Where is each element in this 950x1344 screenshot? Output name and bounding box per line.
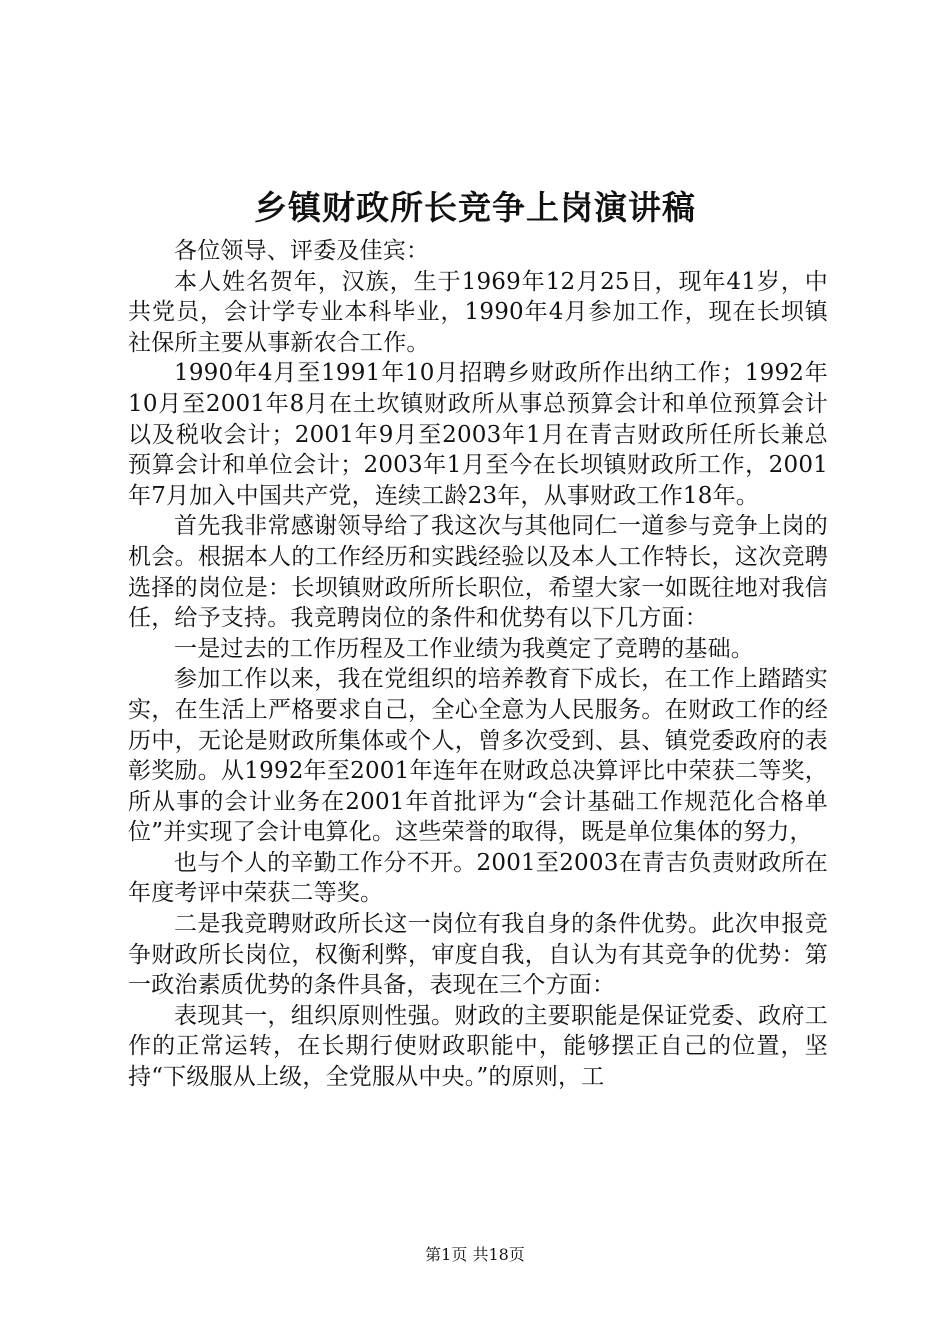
paragraph-point-two: 二是我竞聘财政所长这一岗位有我自身的条件优势。此次申报竞争财政所长岗位，权衡利弊，审度自我，自认为有其竞争的优势：第一政治素质优势的条件具备，表现在三个方面：: [128, 911, 828, 999]
paragraph-work-history: 1990年4月至1991年10月招聘乡财政所作出纳工作；1992年10月至2001年8月在土坎镇财政所从事总预算会计和单位预算会计以及税收会计；2001年9月至2003年1月在青吉财政所任所长兼总预算会计和单位会计；2003年1月至今在长坝镇财政所工作，2001年7月加入中国共产党，连续工龄23年，从事财政工作18年。: [128, 360, 828, 509]
paragraph-achievements-cont: 也与个人的辛勤工作分不开。2001至2003在青吉负责财政所在年度考评中荣获二等奖。: [128, 849, 828, 907]
paragraph-point-one: 一是过去的工作历程及工作业绩为我奠定了竞聘的基础。: [174, 635, 754, 662]
paragraph-self-intro: 本人姓名贺年，汉族，生于1969年12月25日，现年41岁，中共党员，会计学专业本科毕业，1990年4月参加工作，现在长坝镇社保所主要从事新农合工作。: [128, 268, 828, 356]
document-title: 乡镇财政所长竞争上岗演讲稿: [254, 188, 696, 227]
page-number-footer: 第1页 共18页: [425, 1245, 525, 1264]
paragraph-salutation: 各位领导、评委及佳宾：: [174, 238, 430, 264]
document-body: [128, 236, 828, 1093]
paragraph-achievements: 参加工作以来，我在党组织的培养教育下成长，在工作上踏踏实实，在生活上严格要求自己，全心全意为人民服务。在财政工作的经历中，无论是财政所集体或个人，曾多次受到、县、镇党委政府的表彰奖励。从1992年至2001年连年在财政总决算评比中荣获二等奖，所从事的会计业务在2001年首批评为“会计基础工作规范化合格单位”并实现了会计电算化。这些荣誉的取得，既是单位集体的努力，: [128, 666, 828, 846]
paragraph-thanks: 首先我非常感谢领导给了我这次与其他同仁一道参与竞争上岗的机会。根据本人的工作经历和实践经验以及本人工作特长，这次竞聘选择的岗位是：长坝镇财政所所长职位，希望大家一如既往地对我信任，给予支持。我竞聘岗位的条件和优势有以下几方面：: [128, 513, 828, 632]
paragraph-principle: 表现其一，组织原则性强。财政的主要职能是保证党委、政府工作的正常运转，在长期行使财政职能中，能够摆正自己的位置，坚持“下级服从上级，全党服从中央。”的原则，工: [128, 1002, 828, 1091]
